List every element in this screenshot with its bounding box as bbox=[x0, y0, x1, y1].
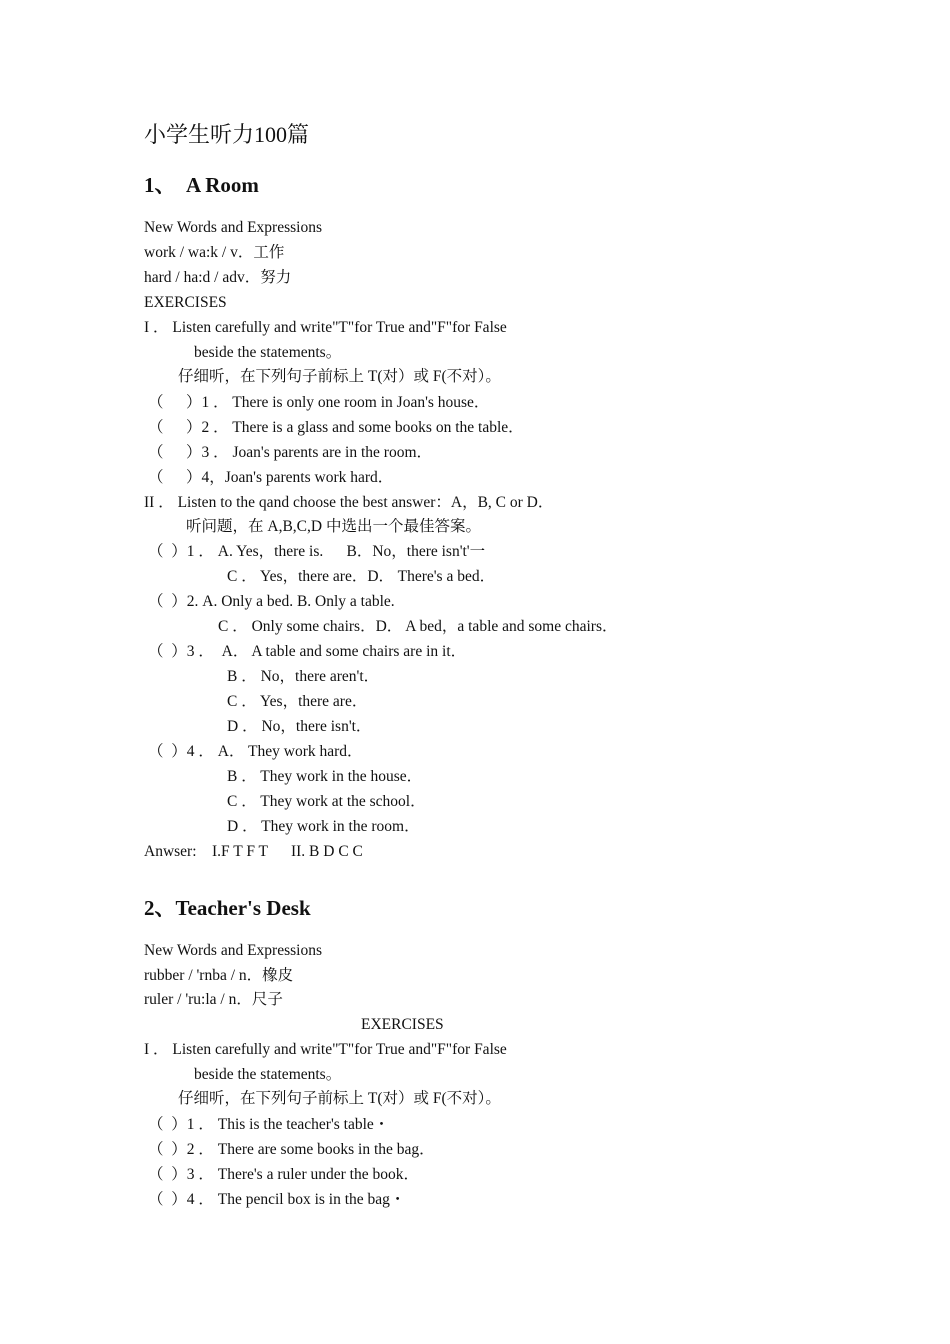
tf-bracket: （ bbox=[148, 419, 164, 436]
vocab-entry: work / wa:k / v．工作 bbox=[144, 244, 285, 261]
option-line: B ． They work in the house． bbox=[227, 768, 423, 785]
instruction-chinese: 仔细听，在下列句子前标上 T(对）或 F(不对）。 bbox=[178, 1090, 501, 1107]
option-line: C ． They work at the school． bbox=[227, 793, 426, 810]
instruction-chinese: 听问题，在 A,B,C,D 中选出一个最佳答案。 bbox=[186, 518, 481, 535]
question-line: （ ）4 ． A． They work hard． bbox=[148, 743, 363, 760]
tf-bracket: （ bbox=[148, 394, 164, 411]
option-line: C ． Yes，there are．D． There's a bed． bbox=[227, 568, 496, 585]
option-line: D ． No，there isn't． bbox=[227, 718, 372, 735]
option-line: B ． No，there aren't． bbox=[227, 668, 380, 685]
tf-statement: ）4，Joan's parents work hard． bbox=[186, 469, 394, 486]
option-line: C ． Yes，there are． bbox=[227, 693, 368, 710]
vocab-entry: ruler / 'ru:la / n．尺子 bbox=[144, 991, 283, 1008]
option-line: D ． They work in the room． bbox=[227, 818, 420, 835]
instruction: II ． Listen to the qand choose the best answer：A，B, C or D． bbox=[144, 494, 554, 511]
new-words-label: New Words and Expressions bbox=[144, 942, 322, 959]
tf-statement: （ ）3 ． There's a ruler under the book． bbox=[148, 1166, 419, 1183]
exercises-label: EXERCISES bbox=[144, 294, 227, 311]
question-line: （ ）3 ． A． A table and some chairs are in it． bbox=[148, 643, 467, 660]
tf-statement: ）3 ． Joan's parents are in the room． bbox=[186, 444, 433, 461]
section-heading: 2、Teacher's Desk bbox=[144, 896, 311, 920]
instruction: beside the statements。 bbox=[194, 1066, 342, 1083]
instruction: I ． Listen carefully and write"T"for True and"F"for False bbox=[144, 319, 507, 336]
new-words-label: New Words and Expressions bbox=[144, 219, 322, 236]
question-line: （ ）2. A. Only a bed. B. Only a table. bbox=[148, 593, 395, 610]
option-line: C ． Only some chairs．D． A bed，a table and some chairs． bbox=[218, 618, 618, 635]
section-heading: 1、 A Room bbox=[144, 173, 259, 197]
answer-key: Anwser: I.F T F T II. B D C C bbox=[144, 843, 363, 860]
tf-statement: （ ）4 ． The pencil box is in the bag・ bbox=[148, 1191, 406, 1208]
instruction: I ． Listen carefully and write"T"for True and"F"for False bbox=[144, 1041, 507, 1058]
question-line: （ ）1 ． A. Yes，there is. B．No，there isn't'一 bbox=[148, 543, 486, 560]
tf-bracket: （ bbox=[148, 469, 164, 486]
instruction: beside the statements。 bbox=[194, 344, 342, 361]
instruction-chinese: 仔细听，在下列句子前标上 T(对）或 F(不对）。 bbox=[178, 368, 501, 385]
vocab-entry: rubber / 'rnba / n．橡皮 bbox=[144, 967, 294, 984]
tf-statement: （ ）1 ． This is the teacher's table・ bbox=[148, 1116, 390, 1133]
exercises-label: EXERCISES bbox=[361, 1016, 444, 1033]
tf-statement: ）2 ． There is a glass and some books on the table． bbox=[186, 419, 524, 436]
vocab-entry: hard / ha:d / adv．努力 bbox=[144, 269, 292, 286]
tf-statement: ）1 ． There is only one room in Joan's house． bbox=[186, 394, 490, 411]
document-title: 小学生听力100篇 bbox=[144, 122, 310, 147]
tf-bracket: （ bbox=[148, 444, 164, 461]
tf-statement: （ ）2 ． There are some books in the bag． bbox=[148, 1141, 435, 1158]
